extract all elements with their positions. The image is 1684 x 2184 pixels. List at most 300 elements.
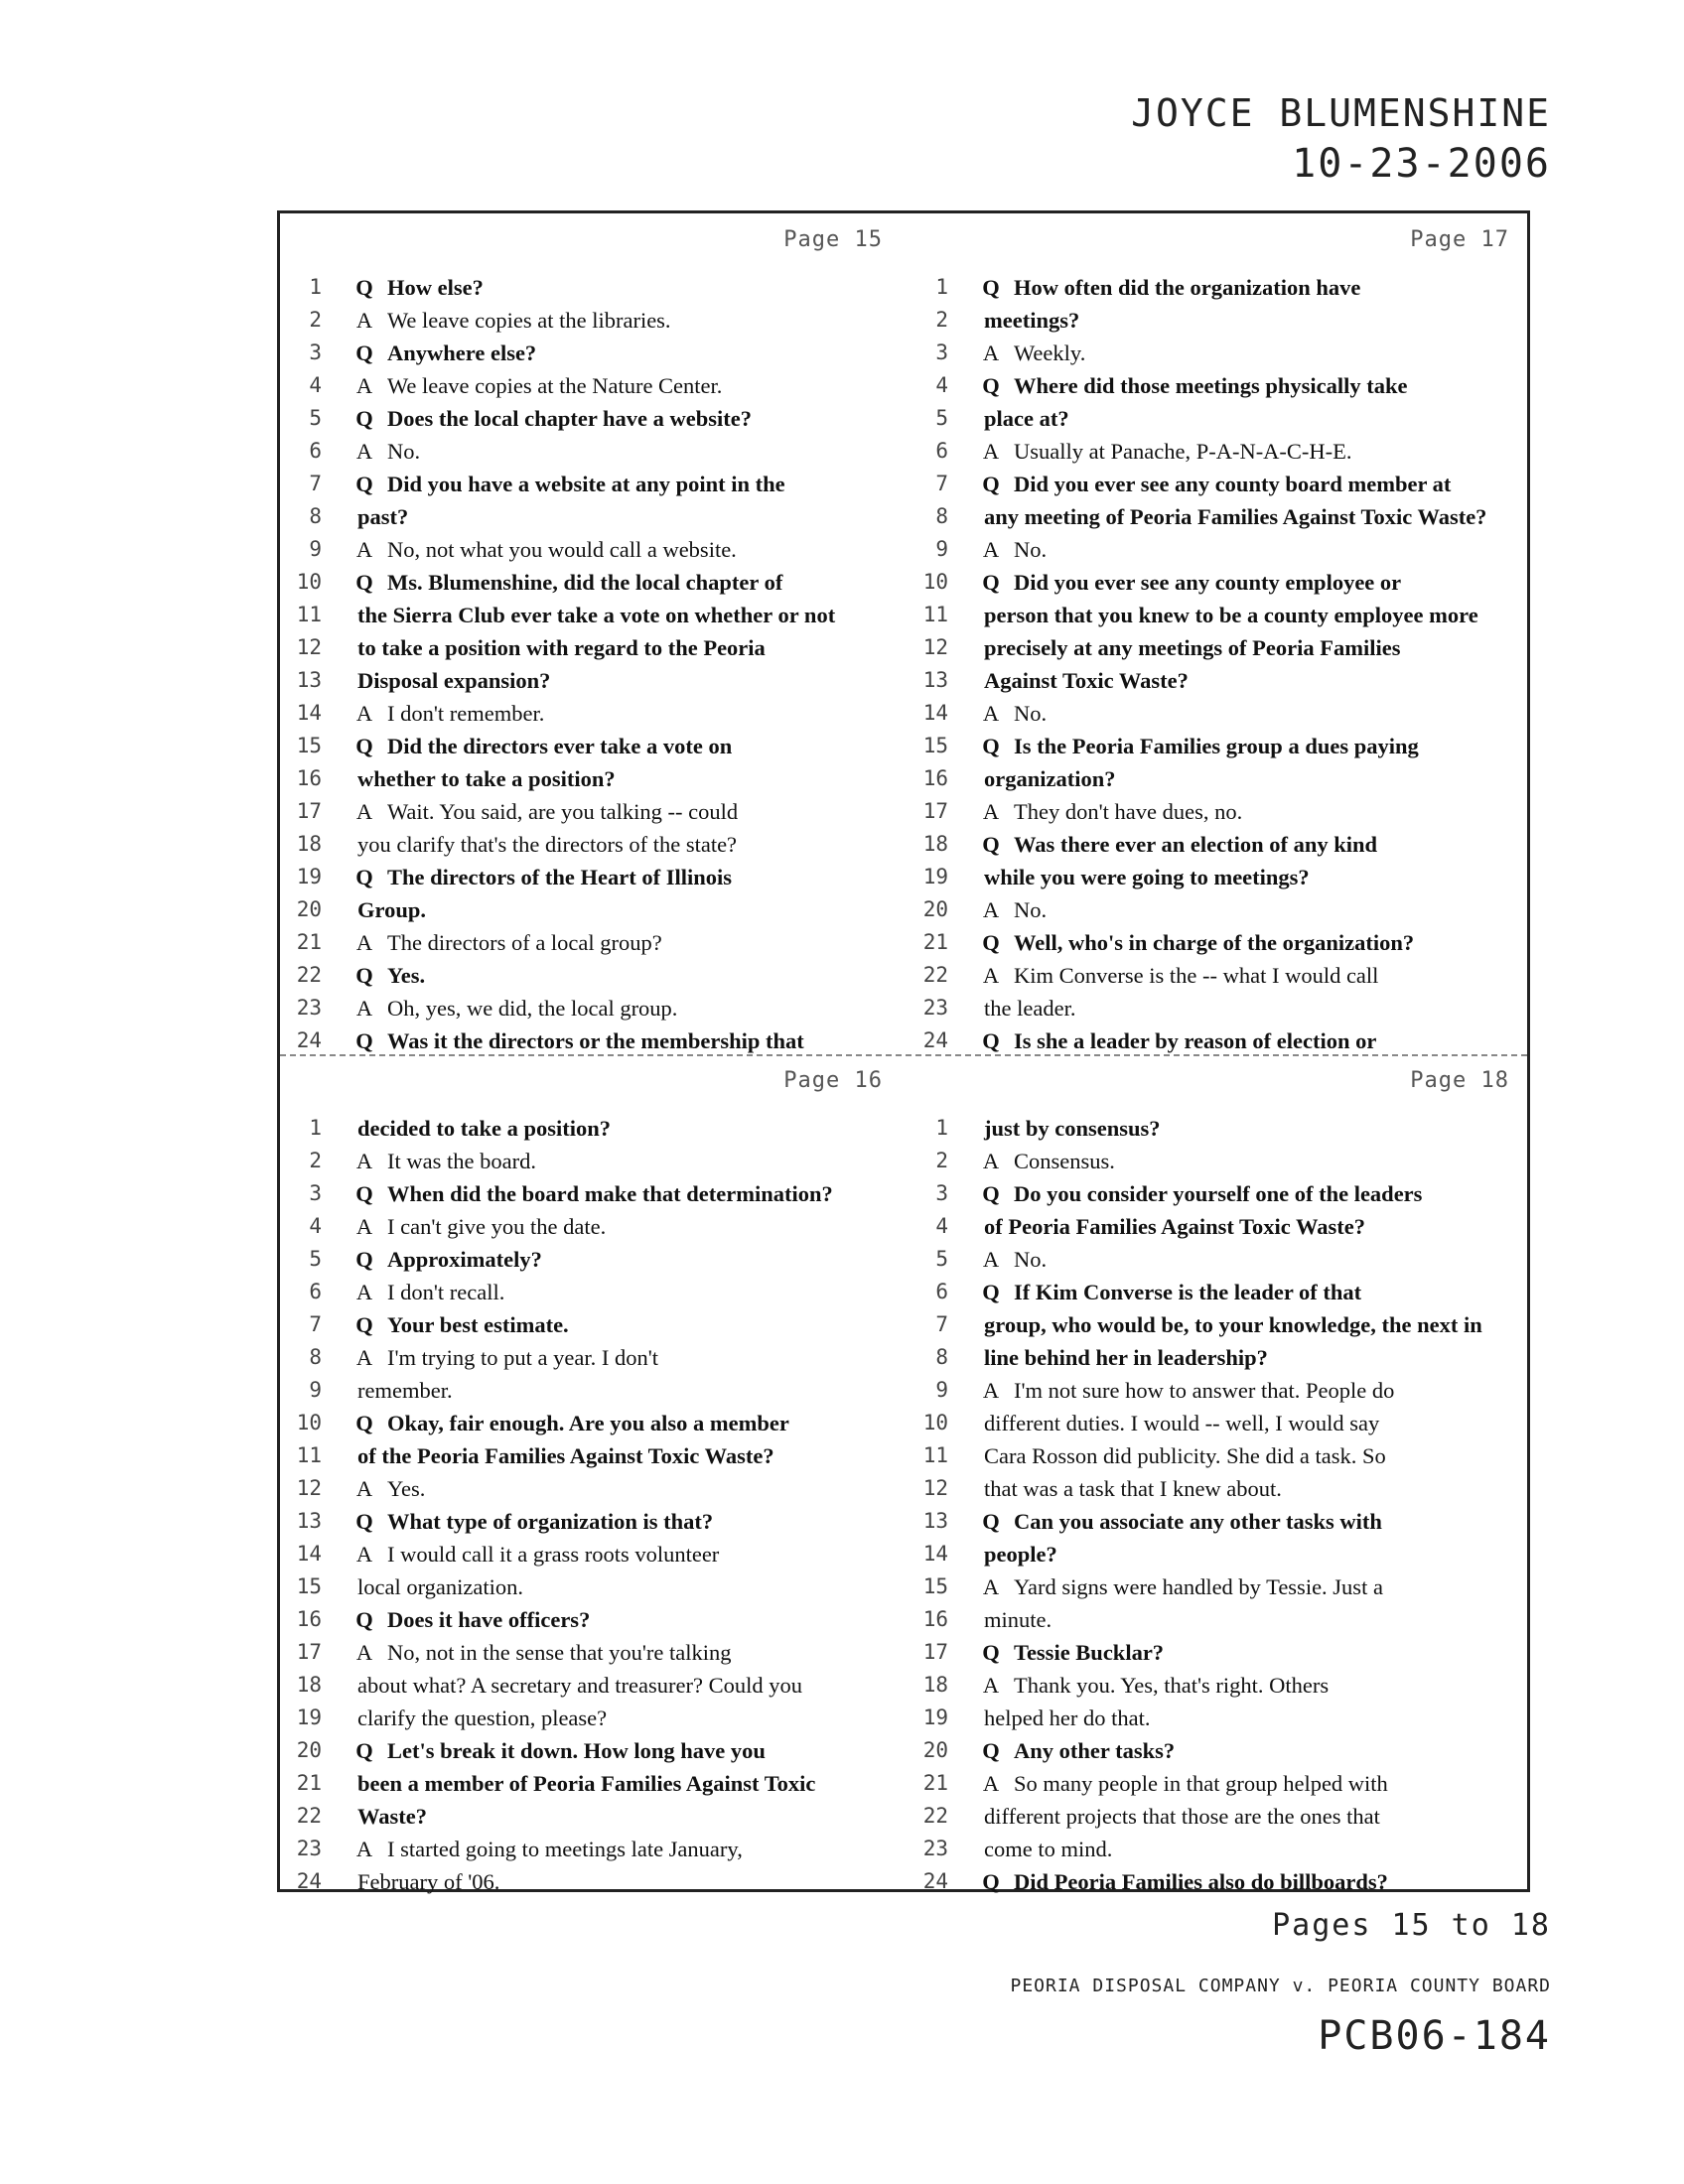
line-body: Against Toxic Waste? — [984, 668, 1189, 693]
line-text — [968, 1210, 1525, 1243]
transcript-line — [280, 697, 907, 730]
transcript-line — [280, 1865, 907, 1898]
line-body: The directors of a local group? — [387, 930, 662, 955]
line-body: Is she a leader by reason of election or — [1014, 1028, 1377, 1053]
speaker-label: Q — [982, 472, 1000, 496]
line-number: 13 — [296, 668, 322, 692]
line-body: Is the Peoria Families group a dues paying — [1014, 734, 1419, 758]
transcript-line — [280, 337, 907, 369]
speaker-label: Q — [982, 1280, 1000, 1304]
line-text — [968, 1374, 1525, 1407]
transcript-line — [280, 1833, 907, 1865]
line-text — [968, 1145, 1525, 1177]
line-number: 11 — [296, 1443, 322, 1467]
line-text — [342, 1636, 899, 1669]
line-text — [968, 1439, 1525, 1472]
line-number: 23 — [296, 1837, 322, 1860]
line-text — [342, 1702, 899, 1734]
line-number: 1 — [309, 1116, 322, 1140]
transcript-line — [280, 435, 907, 468]
line-number: 9 — [309, 537, 322, 561]
speaker-label: A — [982, 1247, 1000, 1272]
line-number: 19 — [922, 1706, 948, 1729]
transcript-line — [280, 1024, 907, 1057]
speaker-label: Q — [355, 1509, 373, 1534]
line-number: 12 — [296, 635, 322, 659]
line-body: line behind her in leadership? — [984, 1345, 1268, 1370]
line-body: Did you have a website at any point in the — [387, 472, 785, 496]
speaker-label: A — [982, 439, 1000, 464]
line-text — [968, 795, 1525, 828]
line-number: 12 — [922, 635, 948, 659]
speaker-label: Q — [355, 341, 373, 365]
line-body: that was a task that I knew about. — [984, 1476, 1282, 1501]
line-body: just by consensus? — [984, 1116, 1161, 1141]
speaker-label: A — [982, 1771, 1000, 1796]
line-text — [968, 1341, 1525, 1374]
transcript-line — [907, 1024, 1533, 1057]
speaker-label: A — [355, 537, 373, 562]
speaker-label: Q — [982, 734, 1000, 758]
line-body: Thank you. Yes, that's right. Others — [1014, 1673, 1330, 1698]
line-body: whether to take a position? — [357, 766, 616, 791]
line-text — [968, 271, 1525, 304]
transcript-line — [280, 271, 907, 304]
line-number: 1 — [935, 275, 948, 299]
line-body: Group. — [357, 897, 426, 922]
line-body: past? — [357, 504, 409, 529]
line-text — [968, 631, 1525, 664]
line-text — [342, 1439, 899, 1472]
line-text — [342, 1341, 899, 1374]
line-number: 14 — [296, 701, 322, 725]
transcript-line — [907, 1243, 1533, 1276]
line-number: 5 — [309, 1247, 322, 1271]
transcript-line — [907, 697, 1533, 730]
line-text — [342, 926, 899, 959]
transcript-line — [907, 271, 1533, 304]
line-number: 3 — [935, 1181, 948, 1205]
transcript-line — [907, 992, 1533, 1024]
line-text — [342, 1472, 899, 1505]
transcript-line — [907, 304, 1533, 337]
transcript-line — [907, 369, 1533, 402]
line-number: 18 — [296, 1673, 322, 1697]
line-text — [968, 1833, 1525, 1865]
line-number: 6 — [309, 1280, 322, 1303]
line-number: 12 — [296, 1476, 322, 1500]
line-number: 19 — [296, 865, 322, 888]
line-text — [342, 1505, 899, 1538]
line-body: We leave copies at the Nature Center. — [387, 373, 723, 398]
line-number: 14 — [922, 1542, 948, 1566]
line-number: 3 — [309, 1181, 322, 1205]
line-number: 17 — [296, 799, 322, 823]
line-text — [342, 1308, 899, 1341]
line-number: 21 — [922, 1771, 948, 1795]
transcript-line — [280, 631, 907, 664]
line-text — [968, 828, 1525, 861]
transcript-line — [907, 1112, 1533, 1145]
transcript-line — [907, 1603, 1533, 1636]
line-number: 11 — [922, 1443, 948, 1467]
line-body: to take a position with regard to the Peoria — [357, 635, 766, 660]
transcript-line — [907, 402, 1533, 435]
line-text — [342, 304, 899, 337]
line-text — [968, 1767, 1525, 1800]
speaker-label: A — [355, 1640, 373, 1665]
line-number: 1 — [309, 275, 322, 299]
line-text — [968, 337, 1525, 369]
line-number: 21 — [922, 930, 948, 954]
line-text — [968, 1243, 1525, 1276]
line-number: 2 — [309, 1149, 322, 1172]
line-number: 19 — [296, 1706, 322, 1729]
line-number: 4 — [309, 1214, 322, 1238]
speaker-label: A — [355, 308, 373, 333]
line-text — [968, 1603, 1525, 1636]
line-number: 10 — [296, 1411, 322, 1434]
speaker-label: Q — [982, 1640, 1000, 1665]
line-number: 8 — [309, 504, 322, 528]
line-body: When did the board make that determination? — [387, 1181, 833, 1206]
line-body: place at? — [984, 406, 1069, 431]
transcript-lines — [280, 1112, 907, 1898]
case-title: PEORIA DISPOSAL COMPANY v. PEORIA COUNTY BOARD — [1010, 1976, 1551, 1996]
speaker-label: Q — [355, 570, 373, 595]
line-body: So many people in that group helped with — [1014, 1771, 1388, 1796]
transcript-line — [280, 1276, 907, 1308]
line-body: Your best estimate. — [387, 1312, 569, 1337]
line-text — [342, 861, 899, 893]
transcript-page — [280, 1054, 907, 1895]
transcript-line — [907, 599, 1533, 631]
line-number: 8 — [309, 1345, 322, 1369]
speaker-label: A — [355, 1149, 373, 1173]
transcript-line — [280, 1374, 907, 1407]
line-number: 20 — [296, 897, 322, 921]
line-text — [342, 762, 899, 795]
speaker-label: A — [982, 341, 1000, 365]
transcript-line — [280, 1669, 907, 1702]
line-number: 15 — [922, 1574, 948, 1598]
line-text — [968, 861, 1525, 893]
transcript-lines — [907, 271, 1533, 1057]
speaker-label: A — [982, 799, 1000, 824]
line-number: 7 — [935, 472, 948, 495]
transcript-line — [907, 861, 1533, 893]
line-number: 16 — [296, 766, 322, 790]
line-text — [968, 1538, 1525, 1570]
line-text — [968, 697, 1525, 730]
line-body: Does the local chapter have a website? — [387, 406, 753, 431]
line-number: 8 — [935, 1345, 948, 1369]
line-body: Weekly. — [1014, 341, 1086, 365]
transcript-line — [907, 1374, 1533, 1407]
line-body: We leave copies at the libraries. — [387, 308, 671, 333]
line-text — [342, 402, 899, 435]
line-body: What type of organization is that? — [387, 1509, 714, 1534]
line-body: I can't give you the date. — [387, 1214, 607, 1239]
transcript-line — [907, 533, 1533, 566]
line-body: Waste? — [357, 1804, 427, 1829]
line-number: 11 — [296, 603, 322, 626]
line-text — [342, 1145, 899, 1177]
line-text — [342, 697, 899, 730]
transcript-line — [907, 1636, 1533, 1669]
line-body: Do you consider yourself one of the leaders — [1014, 1181, 1423, 1206]
line-number: 18 — [296, 832, 322, 856]
line-body: Kim Converse is the -- what I would call — [1014, 963, 1379, 988]
line-text — [342, 1024, 899, 1057]
line-text — [342, 1243, 899, 1276]
line-body: you clarify that's the directors of the state? — [357, 832, 738, 857]
line-body: No. — [1014, 897, 1048, 922]
line-number: 13 — [922, 668, 948, 692]
case-number: PCB06-184 — [1318, 2013, 1551, 2059]
transcript-line — [907, 1439, 1533, 1472]
transcript-line — [280, 1734, 907, 1767]
speaker-label: Q — [355, 1247, 373, 1272]
transcript-line — [280, 1702, 907, 1734]
speaker-label: Q — [982, 1869, 1000, 1894]
line-body: meetings? — [984, 308, 1080, 333]
line-body: It was the board. — [387, 1149, 536, 1173]
line-number: 16 — [296, 1607, 322, 1631]
line-body: Okay, fair enough. Are you also a member — [387, 1411, 789, 1435]
line-number: 15 — [296, 1574, 322, 1598]
line-number: 24 — [296, 1028, 322, 1052]
line-body: about what? A secretary and treasurer? Could you — [357, 1673, 802, 1698]
line-text — [342, 795, 899, 828]
speaker-label: A — [355, 996, 373, 1021]
speaker-label: Q — [982, 1738, 1000, 1763]
transcript-line — [907, 926, 1533, 959]
transcript-line — [907, 1145, 1533, 1177]
line-number: 13 — [296, 1509, 322, 1533]
transcript-line — [280, 369, 907, 402]
speaker-label: Q — [982, 373, 1000, 398]
transcript-line — [907, 1833, 1533, 1865]
speaker-label: Q — [355, 406, 373, 431]
transcript-line — [280, 304, 907, 337]
transcript-page — [907, 213, 1533, 1054]
speaker-label: Q — [355, 963, 373, 988]
page-number: Page 16 — [783, 1068, 883, 1093]
line-number: 2 — [309, 308, 322, 332]
line-body: I started going to meetings late January, — [387, 1837, 743, 1861]
speaker-label: A — [355, 1345, 373, 1370]
page-number: Page 17 — [1410, 227, 1509, 252]
transcript-line — [907, 337, 1533, 369]
line-body: No. — [1014, 701, 1048, 726]
speaker-label: Q — [982, 1181, 1000, 1206]
speaker-label: Q — [355, 734, 373, 758]
line-text — [968, 1505, 1525, 1538]
line-body: Disposal expansion? — [357, 668, 551, 693]
line-body: No. — [387, 439, 421, 464]
page-number: Page 18 — [1410, 1068, 1509, 1093]
line-text — [968, 369, 1525, 402]
line-text — [968, 1636, 1525, 1669]
transcript-line — [907, 1308, 1533, 1341]
line-text — [342, 1767, 899, 1800]
line-text — [342, 599, 899, 631]
line-number: 6 — [309, 439, 322, 463]
line-body: Can you associate any other tasks with — [1014, 1509, 1382, 1534]
line-number: 24 — [922, 1869, 948, 1893]
line-text — [968, 1669, 1525, 1702]
transcript-line — [280, 1439, 907, 1472]
transcript-line — [907, 1177, 1533, 1210]
speaker-label: Q — [982, 570, 1000, 595]
line-body: different projects that those are the ones that — [984, 1804, 1380, 1829]
line-number: 4 — [309, 373, 322, 397]
speaker-label: Q — [982, 1509, 1000, 1534]
line-number: 9 — [309, 1378, 322, 1402]
line-body: Yes. — [387, 963, 426, 988]
line-body: No. — [1014, 1247, 1048, 1272]
line-number: 22 — [296, 963, 322, 987]
line-body: Did you ever see any county board member at — [1014, 472, 1452, 496]
speaker-label: A — [355, 1476, 373, 1501]
transcript-line — [280, 926, 907, 959]
line-body: No, not what you would call a website. — [387, 537, 737, 562]
line-body: been a member of Peoria Families Against Toxic — [357, 1771, 816, 1796]
line-body: Wait. You said, are you talking -- could — [387, 799, 739, 824]
line-body: How else? — [387, 275, 484, 300]
line-text — [342, 1276, 899, 1308]
line-number: 13 — [922, 1509, 948, 1533]
line-text — [342, 369, 899, 402]
speaker-label: A — [355, 373, 373, 398]
line-number: 6 — [935, 1280, 948, 1303]
transcript-line — [280, 1177, 907, 1210]
line-number: 17 — [922, 799, 948, 823]
transcript-line — [280, 566, 907, 599]
transcript-line — [280, 795, 907, 828]
line-text — [968, 664, 1525, 697]
line-number: 5 — [309, 406, 322, 430]
line-body: come to mind. — [984, 1837, 1113, 1861]
line-body: Was it the directors or the membership that — [387, 1028, 804, 1053]
speaker-label: A — [982, 701, 1000, 726]
line-body: Yard signs were handled by Tessie. Just a — [1014, 1574, 1383, 1599]
line-number: 21 — [296, 1771, 322, 1795]
line-body: Any other tasks? — [1014, 1738, 1176, 1763]
line-number: 6 — [935, 439, 948, 463]
line-text — [968, 599, 1525, 631]
line-body: Well, who's in charge of the organization? — [1014, 930, 1415, 955]
line-text — [342, 1734, 899, 1767]
line-text — [968, 1308, 1525, 1341]
line-text — [968, 1472, 1525, 1505]
line-number: 12 — [922, 1476, 948, 1500]
line-text — [342, 566, 899, 599]
line-number: 2 — [935, 1149, 948, 1172]
line-number: 18 — [922, 1673, 948, 1697]
transcript-line — [907, 1669, 1533, 1702]
speaker-label: Q — [355, 472, 373, 496]
speaker-label: A — [982, 1673, 1000, 1698]
line-text — [342, 1865, 899, 1898]
line-text — [342, 893, 899, 926]
line-number: 18 — [922, 832, 948, 856]
line-text — [342, 992, 899, 1024]
line-body: They don't have dues, no. — [1014, 799, 1243, 824]
speaker-label: A — [355, 1280, 373, 1304]
line-number: 17 — [922, 1640, 948, 1664]
line-number: 22 — [296, 1804, 322, 1828]
transcript-line — [907, 1800, 1533, 1833]
transcript-line — [907, 959, 1533, 992]
speaker-label: A — [982, 963, 1000, 988]
line-number: 23 — [922, 1837, 948, 1860]
line-text — [342, 1538, 899, 1570]
transcript-line — [280, 1570, 907, 1603]
line-text — [968, 1734, 1525, 1767]
transcript-line — [280, 893, 907, 926]
line-body: I don't recall. — [387, 1280, 505, 1304]
line-number: 4 — [935, 1214, 948, 1238]
line-number: 23 — [922, 996, 948, 1020]
line-body: minute. — [984, 1607, 1052, 1632]
transcript-line — [907, 1341, 1533, 1374]
line-text — [342, 500, 899, 533]
line-body: the leader. — [984, 996, 1076, 1021]
line-body: local organization. — [357, 1574, 524, 1599]
line-number: 10 — [922, 570, 948, 594]
transcript-line — [907, 1276, 1533, 1308]
transcript-line — [280, 533, 907, 566]
line-text — [342, 828, 899, 861]
line-text — [342, 959, 899, 992]
line-number: 22 — [922, 1804, 948, 1828]
transcript-line — [280, 1145, 907, 1177]
deposition-date: 10-23-2006 — [1292, 141, 1551, 187]
transcript-lines — [280, 271, 907, 1057]
line-number: 5 — [935, 406, 948, 430]
line-text — [342, 1603, 899, 1636]
transcript-line — [907, 1734, 1533, 1767]
line-body: Consensus. — [1014, 1149, 1115, 1173]
line-number: 4 — [935, 373, 948, 397]
line-body: the Sierra Club ever take a vote on whether or not — [357, 603, 836, 627]
line-text — [968, 1112, 1525, 1145]
line-number: 20 — [922, 1738, 948, 1762]
transcript-line — [280, 1505, 907, 1538]
speaker-label: A — [982, 537, 1000, 562]
line-body: while you were going to meetings? — [984, 865, 1310, 889]
speaker-label: Q — [982, 832, 1000, 857]
line-number: 20 — [296, 1738, 322, 1762]
line-number: 23 — [296, 996, 322, 1020]
line-body: person that you knew to be a county employee more — [984, 603, 1478, 627]
line-number: 3 — [935, 341, 948, 364]
transcript-line — [280, 1308, 907, 1341]
line-text — [342, 631, 899, 664]
line-body: decided to take a position? — [357, 1116, 612, 1141]
line-body: Did Peoria Families also do billboards? — [1014, 1869, 1388, 1894]
speaker-label: A — [982, 1378, 1000, 1403]
line-text — [968, 435, 1525, 468]
line-text — [968, 533, 1525, 566]
line-text — [342, 435, 899, 468]
line-number: 5 — [935, 1247, 948, 1271]
transcript-line — [907, 1767, 1533, 1800]
transcript-line — [280, 992, 907, 1024]
witness-name: JOYCE BLUMENSHINE — [1131, 91, 1551, 135]
